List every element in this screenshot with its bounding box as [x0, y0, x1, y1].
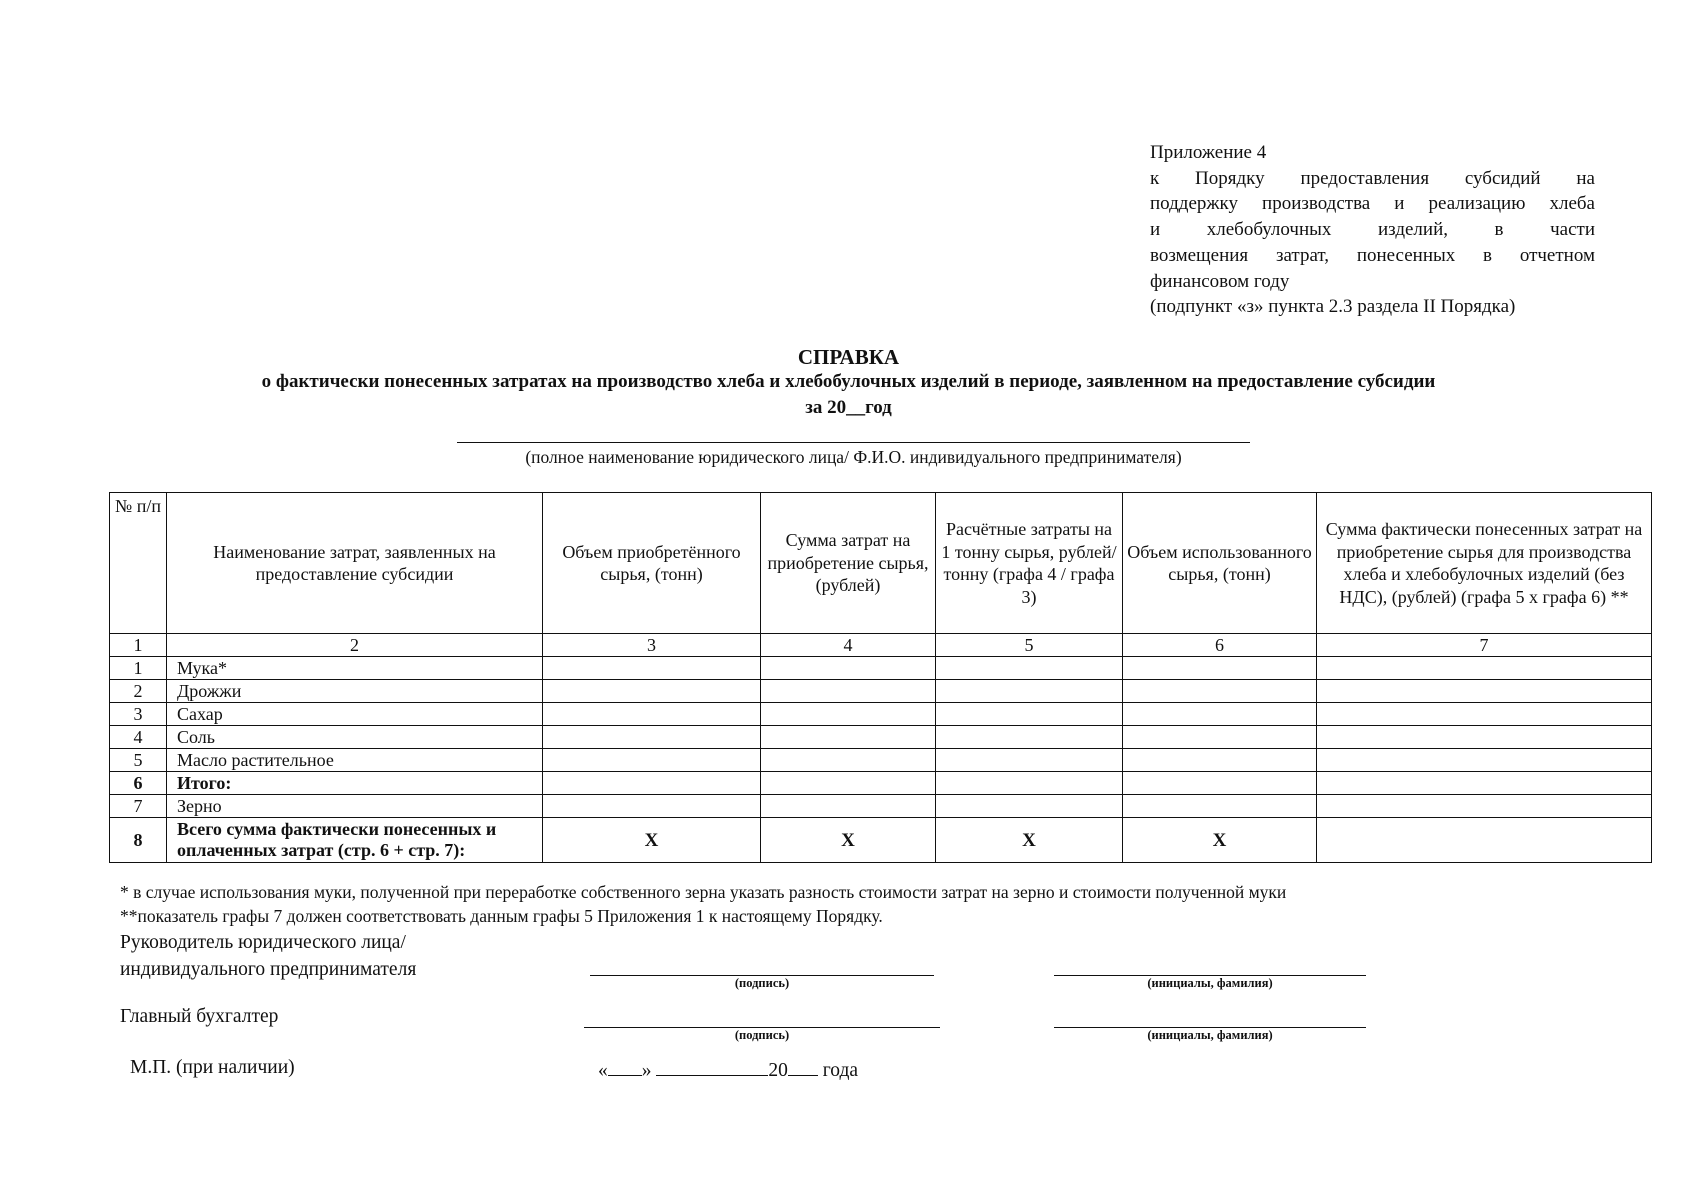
name-caption: (инициалы, фамилия)	[1147, 976, 1273, 990]
column-number: 4	[761, 634, 936, 657]
table-header-row	[110, 493, 1652, 634]
chief-accountant-label: Главный бухгалтер	[120, 1006, 279, 1027]
row-name: Сахар	[167, 703, 543, 726]
row-number: 4	[110, 726, 167, 749]
data-cell[interactable]	[1317, 726, 1652, 749]
data-cell[interactable]	[1317, 795, 1652, 818]
date-year-prefix: 20	[768, 1060, 788, 1081]
data-cell[interactable]	[936, 772, 1123, 795]
table-row	[110, 680, 1652, 703]
header-used-volume: Объем использованного сырья, (тонн)	[1123, 493, 1317, 634]
annex-reference: (подпункт «з» пункта 2.3 раздела II Порядка)	[1150, 296, 1516, 318]
head-signature-label	[120, 929, 416, 983]
annex-line: к Порядку предоставления субсидий на	[1150, 167, 1595, 189]
row-name: Соль	[167, 726, 543, 749]
data-cell[interactable]	[1317, 657, 1652, 680]
table-row	[110, 726, 1652, 749]
data-cell[interactable]	[1123, 726, 1317, 749]
data-cell[interactable]	[1123, 680, 1317, 703]
data-cell[interactable]	[1317, 749, 1652, 772]
document-period: за 20__год	[805, 397, 892, 418]
date-open-quote: «	[598, 1060, 608, 1081]
annex-line: финансовом году	[1150, 270, 1290, 292]
table-row	[110, 703, 1652, 726]
not-applicable-mark: X	[936, 818, 1123, 863]
data-cell[interactable]	[936, 726, 1123, 749]
column-number: 1	[110, 634, 167, 657]
organization-name-line	[457, 442, 1250, 443]
header-purchased-volume: Объем приобретённого сырья, (тонн)	[543, 493, 761, 634]
data-cell[interactable]	[936, 657, 1123, 680]
footnote-2: **показатель графы 7 должен соответствовать данным графы 5 Приложения 1 к настоящему Порядку.	[120, 906, 883, 926]
data-cell[interactable]	[543, 749, 761, 772]
row-number: 1	[110, 657, 167, 680]
column-number: 2	[167, 634, 543, 657]
data-cell[interactable]	[761, 680, 936, 703]
document-title: СПРАВКА	[797, 345, 900, 369]
table-row	[110, 795, 1652, 818]
data-cell[interactable]	[1123, 795, 1317, 818]
not-applicable-mark: X	[543, 818, 761, 863]
annex-title: Приложение 4	[1150, 142, 1267, 163]
footnote-1: * в случае использования муки, полученной при переработке собственного зерна указать разность стоимости затрат на зерно и стоимости полученной муки	[120, 882, 1287, 902]
table-row-subtotal	[110, 772, 1652, 795]
data-cell[interactable]	[1317, 818, 1652, 863]
annex-line: возмещения затрат, понесенных в отчетном	[1150, 244, 1595, 266]
annex-line: и хлебобулочных изделий, в части	[1150, 219, 1595, 241]
row-name: Дрожжи	[167, 680, 543, 703]
date-month-blank[interactable]	[656, 1057, 768, 1076]
row-number: 3	[110, 703, 167, 726]
row-name: Всего сумма фактически понесенных и оплаченных затрат (стр. 6 + стр. 7):	[167, 818, 543, 863]
column-number: 7	[1317, 634, 1652, 657]
annex-line: поддержку производства и реализацию хлеба	[1150, 193, 1595, 215]
data-cell[interactable]	[543, 657, 761, 680]
not-applicable-mark: X	[1123, 818, 1317, 863]
data-cell[interactable]	[936, 680, 1123, 703]
date-year-blank[interactable]	[788, 1057, 818, 1076]
row-number: 6	[110, 772, 167, 795]
data-cell[interactable]	[936, 795, 1123, 818]
data-cell[interactable]	[761, 772, 936, 795]
data-cell[interactable]	[761, 795, 936, 818]
annex-block	[1150, 140, 1595, 320]
header-cost-per-ton: Расчётные затраты на 1 тонну сырья, рублей/тонну (графа 4 / графа 3)	[936, 493, 1123, 634]
column-numbers-row	[110, 634, 1652, 657]
data-cell[interactable]	[1123, 657, 1317, 680]
row-number: 2	[110, 680, 167, 703]
table-row-total	[110, 818, 1652, 863]
row-number: 8	[110, 818, 167, 863]
data-cell[interactable]	[543, 680, 761, 703]
header-purchase-amount: Сумма затрат на приобретение сырья, (рублей)	[761, 493, 936, 634]
name-caption: (инициалы, фамилия)	[1147, 1028, 1273, 1042]
data-cell[interactable]	[543, 726, 761, 749]
header-row-number: № п/п	[110, 493, 167, 634]
data-cell[interactable]	[1317, 703, 1652, 726]
head-label-line: Руководитель юридического лица/	[120, 932, 406, 953]
document-subtitle: о фактически понесенных затратах на производство хлеба и хлебобулочных изделий в периоде, заявленном на предоставление субсидии	[261, 371, 1436, 392]
date-suffix: года	[822, 1060, 859, 1081]
stamp-label: М.П. (при наличии)	[130, 1057, 295, 1078]
table-row	[110, 657, 1652, 680]
organization-name-caption: (полное наименование юридического лица/ Ф.И.О. индивидуального предпринимателя)	[525, 447, 1182, 467]
data-cell[interactable]	[543, 772, 761, 795]
data-cell[interactable]	[543, 795, 761, 818]
date-row	[598, 1057, 858, 1082]
data-cell[interactable]	[1317, 772, 1652, 795]
data-cell[interactable]	[1123, 749, 1317, 772]
column-number: 5	[936, 634, 1123, 657]
row-number: 5	[110, 749, 167, 772]
data-cell[interactable]	[1123, 772, 1317, 795]
data-cell[interactable]	[543, 703, 761, 726]
data-cell[interactable]	[761, 703, 936, 726]
data-cell[interactable]	[761, 726, 936, 749]
header-cost-name: Наименование затрат, заявленных на предоставление субсидии	[167, 493, 543, 634]
column-number: 3	[543, 634, 761, 657]
data-cell[interactable]	[1123, 703, 1317, 726]
data-cell[interactable]	[936, 749, 1123, 772]
head-label-line: индивидуального предпринимателя	[120, 959, 417, 980]
row-number: 7	[110, 795, 167, 818]
row-name: Масло растительное	[167, 749, 543, 772]
signature-caption: (подпись)	[734, 976, 790, 990]
row-name: Итого:	[167, 772, 543, 795]
costs-table	[109, 492, 1652, 863]
data-cell[interactable]	[761, 749, 936, 772]
row-name: Мука*	[167, 657, 543, 680]
row-name: Зерно	[167, 795, 543, 818]
column-number: 6	[1123, 634, 1317, 657]
data-cell[interactable]	[936, 703, 1123, 726]
data-cell[interactable]	[1317, 680, 1652, 703]
date-day-blank[interactable]	[608, 1057, 642, 1076]
date-close-quote: »	[641, 1060, 652, 1081]
header-actual-costs: Сумма фактически понесенных затрат на приобретение сырья для производства хлеба и хлебобулочных изделий (без НДС), (рублей) (графа 5 х графа 6) **	[1317, 493, 1652, 634]
table-row	[110, 749, 1652, 772]
signature-caption: (подпись)	[734, 1028, 790, 1042]
not-applicable-mark: X	[761, 818, 936, 863]
data-cell[interactable]	[761, 657, 936, 680]
